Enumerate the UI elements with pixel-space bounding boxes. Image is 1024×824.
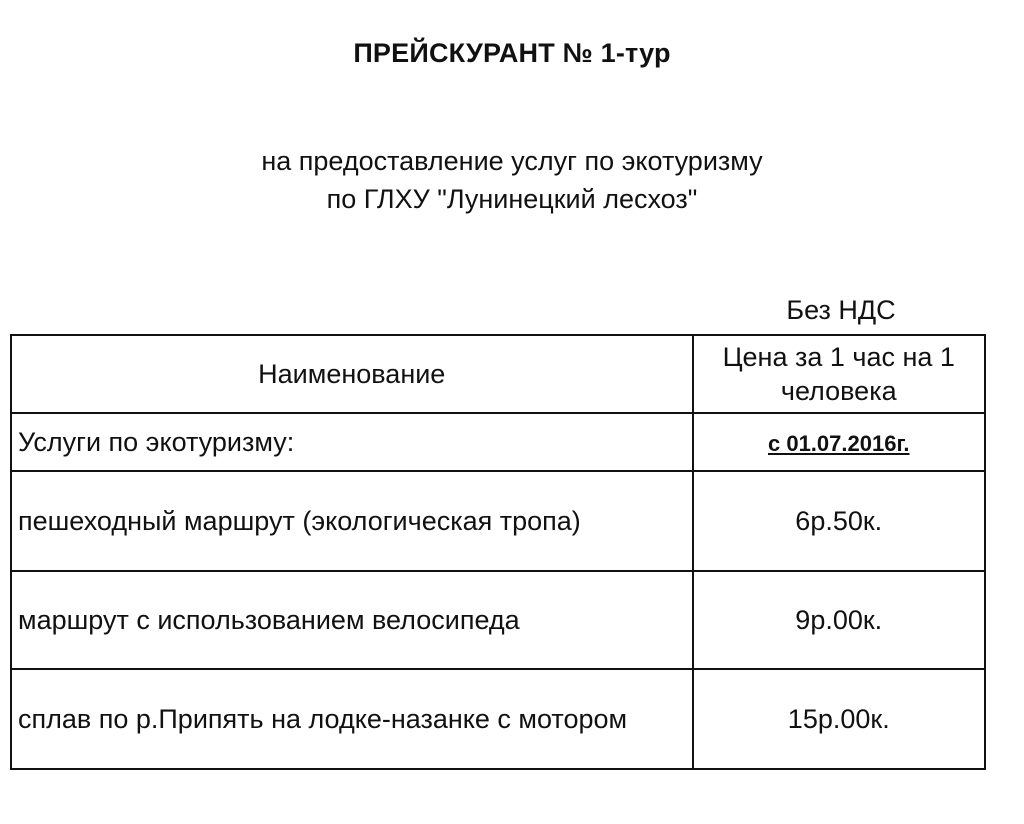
document-subtitle <box>0 142 1024 218</box>
column-header-price: Цена за 1 час на 1 человека <box>693 335 986 413</box>
price-value: 15р.00к. <box>787 704 890 734</box>
section-label: Услуги по экотуризму: <box>11 413 693 471</box>
subtitle-line-2: по ГЛХУ "Лунинецкий лесхоз" <box>326 184 698 214</box>
vat-note: Без НДС <box>786 295 896 325</box>
table-row <box>11 471 985 571</box>
effective-date: с 01.07.2016г. <box>767 430 910 456</box>
section-row <box>11 413 985 471</box>
subtitle-line-1: на предоставление услуг по экотуризму <box>261 146 763 176</box>
table-row <box>11 571 985 669</box>
price-value: 6р.50к. <box>795 506 883 536</box>
service-name: пешеходный маршрут (экологическая тропа) <box>11 471 693 571</box>
service-price <box>693 669 986 769</box>
service-price <box>693 471 986 571</box>
service-price <box>693 571 986 669</box>
service-name: сплав по р.Припять на лодке-назанке с мотором <box>11 669 693 769</box>
section-date-cell <box>693 413 986 471</box>
price-value: 9р.00к. <box>795 604 883 635</box>
document-title: ПРЕЙСКУРАНТ № 1-тур <box>353 38 671 68</box>
table-row <box>11 669 985 769</box>
column-header-name: Наименование <box>11 335 693 413</box>
service-name: маршрут с использованием велосипеда <box>11 571 693 669</box>
price-table <box>10 334 986 770</box>
table-header-row <box>11 335 985 413</box>
